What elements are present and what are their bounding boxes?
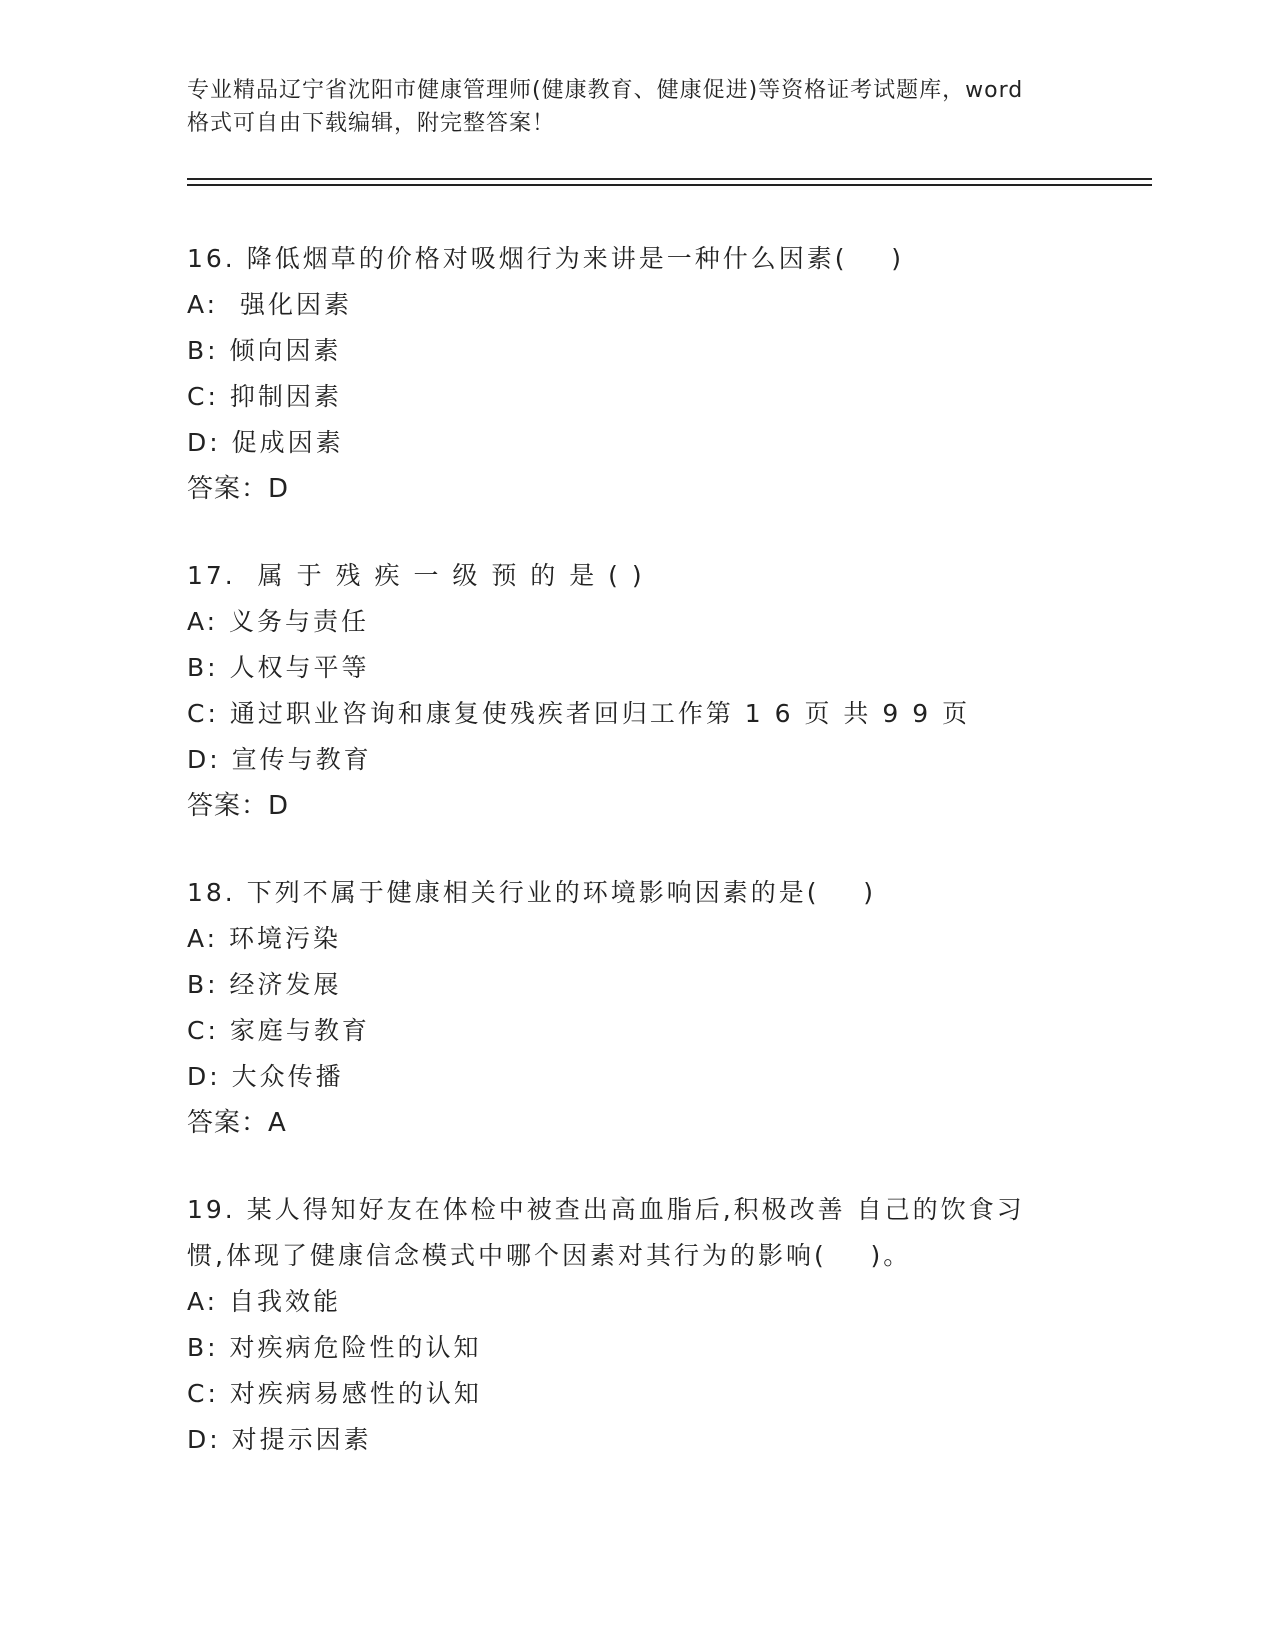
question-title: 16. 降低烟草的价格对吸烟行为来讲是一种什么因素( ) <box>187 244 905 273</box>
question-title-line-1: 19. 某人得知好友在体检中被查出高血脂后,积极改善 自己的饮食习 <box>187 1195 1025 1224</box>
option-b: B: 经济发展 <box>187 970 342 999</box>
option-d: D: 宣传与教育 <box>187 745 372 774</box>
option-d: D: 对提示因素 <box>187 1425 372 1454</box>
option-c: C: 对疾病易感性的认知 <box>187 1379 482 1408</box>
question-18 <box>187 870 1087 1146</box>
option-c: C: 通过职业咨询和康复使残疾者回归工作第 1 6 页 共 9 9 页 <box>187 699 971 728</box>
option-d: D: 大众传播 <box>187 1062 344 1091</box>
option-b: B: 对疾病危险性的认知 <box>187 1333 482 1362</box>
question-title: 17. 属 于 残 疾 一 级 预 的 是 ( ) <box>187 561 645 590</box>
answer: 答案：A <box>187 1108 287 1138</box>
option-a: A: 强化因素 <box>187 290 352 319</box>
question-16 <box>187 236 1087 512</box>
question-list <box>187 236 1087 1504</box>
answer: 答案：D <box>187 474 290 504</box>
option-a: A: 自我效能 <box>187 1287 342 1316</box>
header-rule-top <box>187 178 1152 180</box>
question-title-line-2: 惯,体现了健康信念模式中哪个因素对其行为的影响( )。 <box>187 1241 912 1270</box>
option-d: D: 促成因素 <box>187 428 344 457</box>
answer: 答案：D <box>187 791 290 821</box>
header-line-2: 格式可自由下载编辑，附完整答案！ <box>187 111 556 136</box>
question-17 <box>187 553 1087 829</box>
option-b: B: 倾向因素 <box>187 336 342 365</box>
document-header <box>187 74 1107 140</box>
header-rule-bottom <box>187 184 1152 186</box>
option-a: A: 环境污染 <box>187 924 342 953</box>
question-19 <box>187 1187 1087 1463</box>
option-c: C: 家庭与教育 <box>187 1016 370 1045</box>
question-title: 18. 下列不属于健康相关行业的环境影响因素的是( ) <box>187 878 877 907</box>
option-a: A: 义务与责任 <box>187 607 370 636</box>
header-line-1: 专业精品辽宁省沈阳市健康管理师(健康教育、健康促进)等资格证考试题库，word <box>187 78 1024 103</box>
option-c: C: 抑制因素 <box>187 382 342 411</box>
option-b: B: 人权与平等 <box>187 653 370 682</box>
